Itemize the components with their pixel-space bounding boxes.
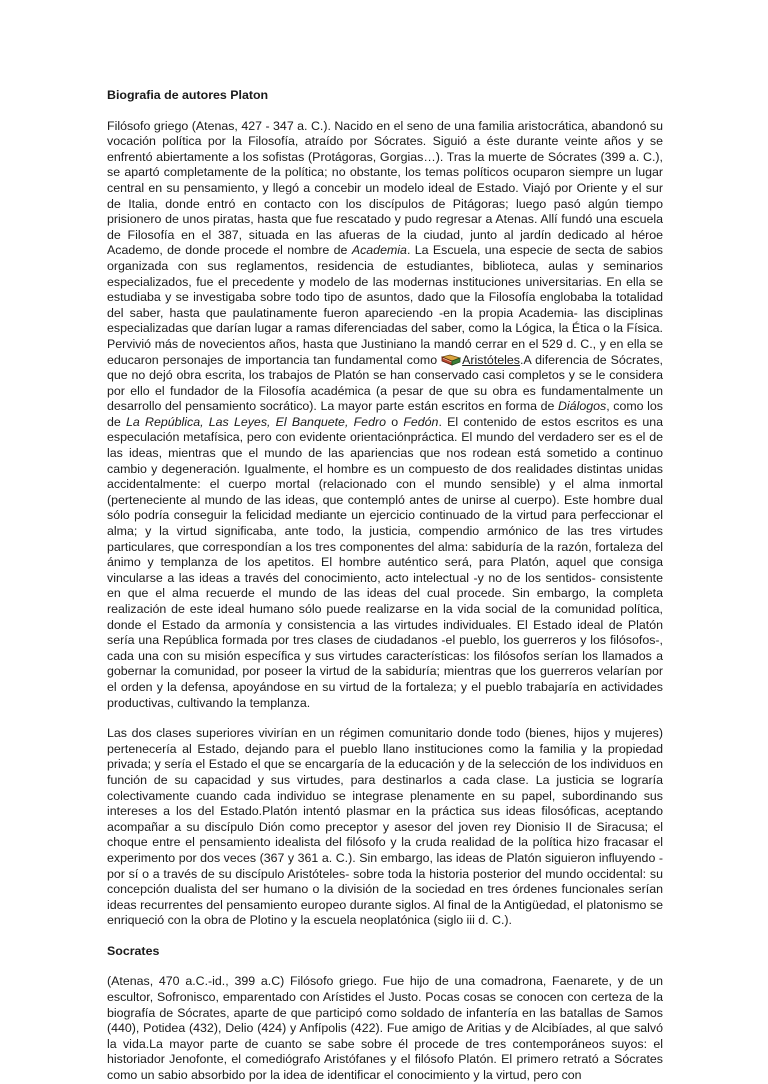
fedon-title: Fedón	[403, 414, 439, 429]
document-page	[107, 88, 663, 1084]
academia-term: Academia	[351, 243, 407, 258]
text-run: . La Escuela, una especie de secta de sabios organizada con sus reglamentos, residencia de estudiantes, biblioteca, aulas y seminarios especializados, fue el precedente y modelo de las modernas instituciones universitarias. En ella se estudiaba y se investigaba sobre todo tipo de asuntos, dado que la Filosofía englobaba la totalidad del saber, hasta que paulatinamente fueron apareciendo -en la propia Academia- las disciplinas especializadas que darían lugar a ramas diferenciadas del saber, como la Lógica, la Ética o la Física. Pervivió más de novecientos años, hasta que Justiniano la mandó cerrar en el 529 d. C., y en ella se educaron personajes de importancia tan fundamental como	[107, 243, 664, 367]
spacer	[107, 711, 663, 726]
text-run: Filósofo griego (Atenas, 427 - 347 a. C.). Nacido en el seno de una familia aristocrática, abandonó su vocación política por la Filosofía, atraído por Sócrates. Siguió a éste durante veinte años y se enfrentó abiertamente a los sofistas (Protágoras, Gorgias…). Tras la muerte de Sócrates (399 a. C.), se apartó completamente de la política; no obstante, los temas políticos ocuparon siempre un lugar central en su pensamiento, y llegó a concebir un modelo ideal de Estado. Viajó por Oriente y el sur de Italia, donde entró en contacto con los discípulos de Pitágoras; luego pasó algún tiempo prisionero de unos piratas, hasta que fue rescatado y pudo regresar a Atenas. Allí fundó una escuela de Filosofía en el 387, situada en las afueras de la ciudad, junto al jardín dedicado al héroe Academo, de donde procede el nombre de	[107, 118, 663, 258]
spacer	[107, 104, 663, 119]
works-titles: La República, Las Leyes, El Banquete, Fedro	[126, 414, 386, 429]
document-title: Biografia de autores Platon	[107, 88, 269, 102]
socrates-paragraph-1: (Atenas, 470 a.C.-id., 399 a.C) Filósofo griego. Fue hijo de una comadrona, Faenarete, y de un escultor, Sofronisco, emparentado con Arístides el Justo. Pocas cosas se conocen con certeza de la biografía de Sócrates, aparte de que participó como soldado de infantería en las batallas de Samos (440), Potidea (432), Delio (424) y Anfípolis (422). Fue amigo de Aritias y de Alcibíades, al que salvó la vida.La mayor parte de cuanto se sabe sobre él procede de tres contemporáneos suyos: el historiador Jenofonte, el comediógrafo Aristófanes y el filósofo Platón. El primero retrató a Sócrates como un sabio absorbido por la idea de identificar el conocimiento y la virtud, pero con	[107, 974, 663, 1083]
platon-paragraph-2: Las dos clases superiores vivirían en un régimen comunitario donde todo (bienes, hijos y mujeres) pertenecería al Estado, dejando para el pueblo llano instituciones como la familia y la propiedad privada; y sería el Estado el que se encargaría de la educación y de la selección de los individuos en función de su capacidad y sus virtudes, para destinarlos a cada clase. La justicia se lograría colectivamente cuando cada individuo se integrase plenamente en su papel, subordinando sus intereses a los del Estado.Platón intentó plasmar en la práctica sus ideas filosóficas, aceptando acompañar a su discípulo Dión como preceptor y asesor del joven rey Dionisio II de Siracusa; el choque entre el pensamiento idealista del filósofo y la cruda realidad de la política hizo fracasar el experimento por dos veces (367 y 361 a. C.). Sin embargo, las ideas de Platón siguieron influyendo -por sí o a través de su discípulo Aristóteles- sobre toda la historia posterior del mundo occidental: su concepción dualista del ser humano o la división de la sociedad en tres órdenes funcionales serían ideas recurrentes del pensamiento europeo durante siglos. Al final de la Antigüedad, el platonismo se enriqueció con la obra de Plotino y la escuela neoplatónica (siglo iii d. C.).	[107, 726, 663, 928]
platon-paragraph-1	[107, 119, 663, 712]
aristoteles-link[interactable]: Aristóteles	[462, 352, 520, 367]
spacer	[107, 959, 663, 974]
dialogos-term: Diálogos	[557, 399, 607, 414]
socrates-heading: Socrates	[107, 943, 160, 958]
text-run: .A diferencia de Sócrates, que no dejó obra escrita, los trabajos de Platón se han conservado casi completos y se le considera por ello el fundador de la Filosofía académica (a pesar de que su obra es fundamentalmente un desarrollo del pensamiento socrático). La mayor parte están escritos en forma de	[107, 352, 663, 414]
book-icon	[441, 354, 461, 366]
text-run: o	[385, 414, 404, 429]
text-run: , como los de	[107, 399, 663, 429]
spacer	[107, 929, 663, 944]
text-run: . El contenido de estos escritos es una especulación metafísica, pero con evidente orientaciónpráctica. El mundo del verdadero ser es el de las ideas, mientras que el mundo de las apariencias que nos rodean está sometido a continuo cambio y degeneración. Igualmente, el hombre es un compuesto de dos realidades distintas unidas accidentalmente: el cuerpo mortal (relacionado con el mundo sensible) y el alma inmortal (perteneciente al mundo de las ideas, que contempló antes de unirse al cuerpo). Este hombre dual sólo podría conseguir la felicidad mediante un ejercicio continuado de la virtud para perfeccionar el alma; y la virtud significaba, ante todo, la justicia, compendio armónico de las tres virtudes particulares, que correspondían a los tres componentes del alma: sabiduría de la razón, fortaleza del ánimo y templanza de los apetitos. El hombre auténtico será, para Platón, aquel que consiga vincularse a las ideas a través del conocimiento, acto intelectual -y no de los sentidos- consistente en que el alma recuerde el mundo de las ideas del cual procede. Sin embargo, la completa realización de este ideal humano sólo puede realizarse en la vida social de la comunidad política, donde el Estado da armonía y consistencia a las virtudes individuales. El Estado ideal de Platón sería una República formada por tres clases de ciudadanos -el pueblo, los guerreros y los filósofos-, cada una con su misión específica y sus virtudes características: los filósofos serían los llamados a gobernar la comunidad, por poseer la virtud de la sabiduría; mientras que los guerreros velarían por el orden y la defensa, apoyándose en su virtud de la fortaleza; y el pueblo trabajaría en actividades productivas, cultivando la templanza.	[107, 414, 663, 710]
